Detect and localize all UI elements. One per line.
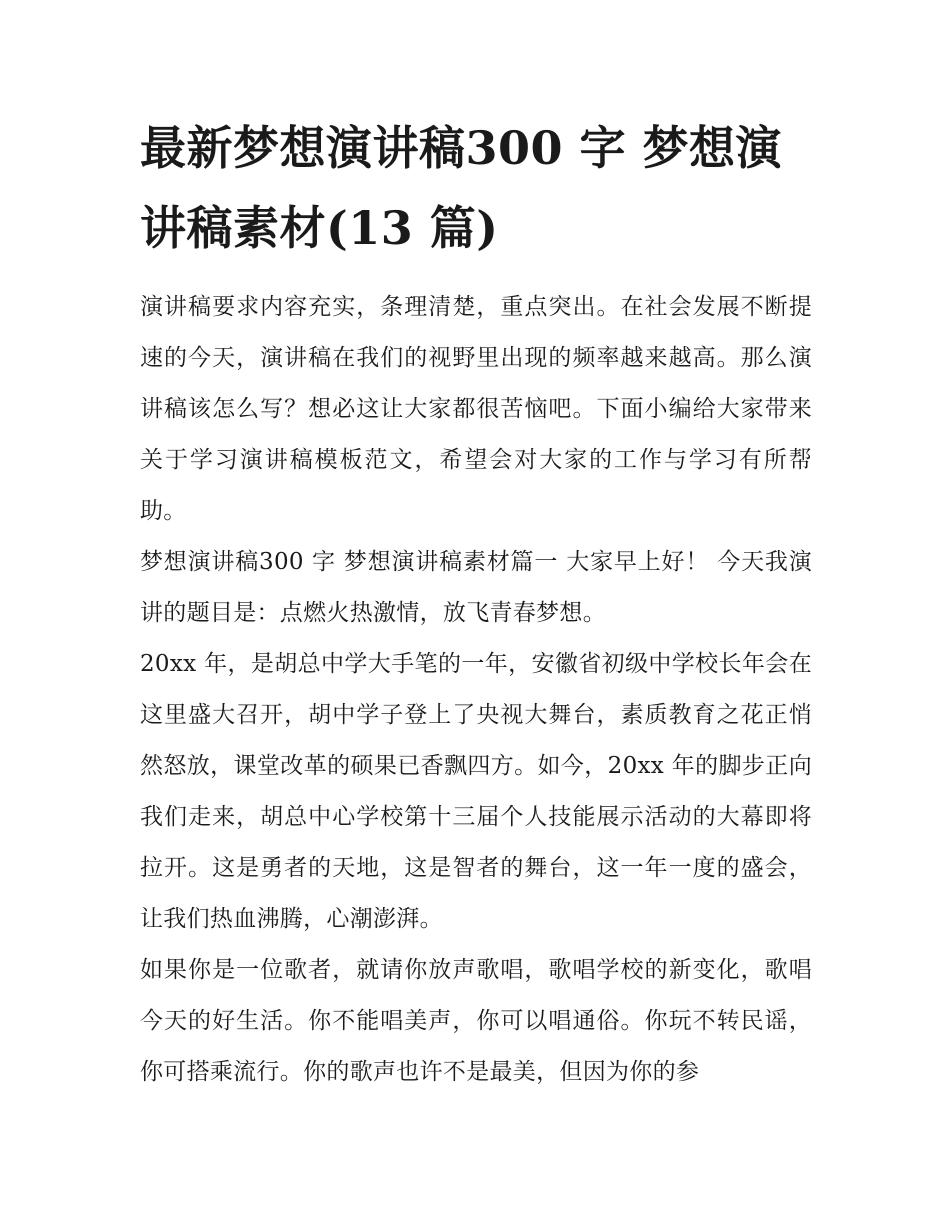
paragraph-speech-singer: 如果你是一位歌者，就请你放声歌唱，歌唱学校的新变化，歌唱今天的好生活。你不能唱美声，你可以唱通俗。你玩不转民谣，你可搭乘流行。你的歌声也许不是最美，但因为你的参 bbox=[140, 957, 812, 1085]
document-body bbox=[140, 108, 812, 1098]
paragraph-speech-opening: 梦想演讲稿300 字 梦想演讲稿素材篇一 大家早上好！ 今天我演讲的题目是：点燃火热激情，放飞青春梦想。 bbox=[140, 549, 812, 626]
document-title: 最新梦想演讲稿300 字 梦想演讲稿素材(13 篇) bbox=[140, 121, 783, 255]
paragraph-speech-body: 20xx 年，是胡总中学大手笔的一年，安徽省初级中学校长年会在这里盛大召开，胡中学子登上了央视大舞台，素质教育之花正悄然怒放，课堂改革的硕果已香飘四方。如今，20xx 年的脚步正向我们走来，胡总中心学校第十三届个人技能展示活动的大幕即将拉开。这是勇者的天地，这是智者的舞台，这一年一度的盛会，让我们热血沸腾，心潮澎湃。 bbox=[140, 651, 812, 932]
paragraph-intro: 演讲稿要求内容充实，条理清楚，重点突出。在社会发展不断提速的今天，演讲稿在我们的视野里出现的频率越来越高。那么演讲稿该怎么写？想必这让大家都很苦恼吧。下面小编给大家带来关于学习演讲稿模板范文，希望会对大家的工作与学习有所帮助。 bbox=[140, 294, 812, 524]
